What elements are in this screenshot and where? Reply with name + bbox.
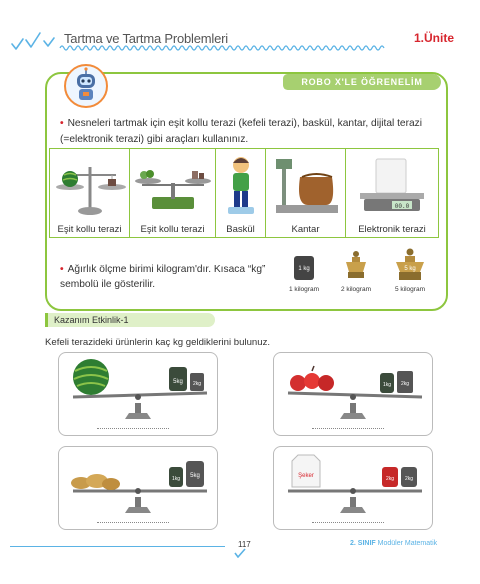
weight-5kg-icon (169, 367, 187, 391)
weight-1kg-icon (380, 373, 394, 393)
platform-scale-icon (266, 153, 346, 219)
intro-paragraph: • Nesneleri tartmak için eşit kollu terazi (kefeli terazi), baskül, kantar, dijital terazi (=elektronik terazi) gibi araçları kullanınız. (60, 118, 423, 145)
weight-label: 1 kilogram (289, 286, 319, 293)
kilogram-paragraph: • Ağırlık ölçme birimi kilogram'dır. Kısaca “kg” sembolü ile gösterilir. (60, 264, 266, 290)
activity-title: Kazanım Etkinlik-1 (45, 313, 215, 327)
card-weight-mark: 2kg (192, 381, 202, 387)
balance-card-apples (273, 352, 433, 436)
answer-blank[interactable] (97, 428, 169, 429)
tool-cell-bathroom-scale (216, 149, 266, 237)
balance-card-potatoes (58, 446, 218, 530)
sugar-bag-icon (292, 455, 320, 487)
page-number: 117 (238, 540, 251, 549)
tool-label: Baskül (226, 224, 255, 235)
digital-scale-icon (346, 153, 438, 219)
balance-card-sugar (273, 446, 433, 530)
tool-cell-balance-1 (50, 149, 130, 237)
tool-label: Kantar (291, 224, 320, 235)
bullet-icon: • (60, 264, 64, 275)
weighing-tools-grid (49, 148, 439, 238)
weight-5kg-mark: 5 kg (404, 266, 416, 272)
balance-illustration (59, 447, 219, 517)
balance-scale-icon (130, 153, 216, 219)
tool-cell-balance-2 (130, 149, 216, 237)
child-on-scale-icon (216, 153, 266, 219)
scale-display: 00.0 (394, 203, 410, 210)
balance-scale-icon (50, 153, 130, 219)
answer-blank[interactable] (312, 428, 384, 429)
page-title: Tartma ve Tartma Problemleri (64, 31, 228, 46)
balance-illustration (274, 353, 434, 423)
robot-icon (66, 66, 106, 106)
answer-blank[interactable] (97, 522, 169, 523)
robot-avatar (64, 64, 108, 108)
card-weight-mark: 2kg (400, 381, 410, 387)
tool-label: Eşit kollu terazi (140, 224, 205, 235)
robo-banner: ROBO X'LE ÖĞRENELİM (283, 74, 441, 90)
activity-question: Kefeli terazideki ürünlerin kaç kg geldiklerini bulunuz. (45, 337, 271, 348)
weight-1kg-icon (294, 256, 314, 280)
weight-1kg-icon (169, 467, 183, 487)
page-header (0, 0, 480, 60)
weight-2kg-icon (346, 251, 366, 278)
bullet-icon: • (60, 118, 64, 129)
weight-5kg-icon (186, 461, 204, 487)
footer-divider (10, 546, 225, 547)
card-weight-mark: 5kg (173, 379, 183, 385)
tool-cell-digital-scale (346, 149, 438, 237)
apples-icon (290, 366, 334, 391)
tool-cell-platform-scale (266, 149, 346, 237)
book-title: 2. SINIF Modüler Matematik (350, 540, 438, 547)
balance-illustration (59, 353, 219, 423)
potatoes-icon (71, 474, 120, 490)
card-weight-mark: 2kg (385, 476, 395, 482)
answer-blank[interactable] (312, 522, 384, 523)
weight-2kg-icon (190, 373, 204, 391)
checkmark-border-icon (0, 0, 480, 60)
card-weight-mark: 2kg (404, 476, 414, 482)
footer-checkmark-icon (234, 548, 246, 558)
balance-illustration (274, 447, 434, 517)
weight-label: 5 kilogram (395, 286, 425, 293)
tool-label: Elektronik terazi (358, 224, 426, 235)
weights-legend (282, 248, 442, 302)
weight-1kg-mark: 1 kg (298, 266, 310, 272)
sugar-label: Şeker (298, 473, 314, 479)
card-weight-mark: 5kg (190, 473, 200, 479)
card-weight-mark: 1kg (171, 476, 181, 482)
card-weight-mark: 1kg (382, 382, 392, 388)
weight-2kg-icon (401, 467, 417, 487)
tool-label: Eşit kollu terazi (57, 224, 122, 235)
weight-2kg-icon (382, 467, 398, 487)
weight-2kg-icon (397, 371, 413, 393)
unit-label: 1.Ünite (413, 31, 454, 45)
watermelon-icon (73, 359, 109, 395)
weight-label: 2 kilogram (341, 286, 371, 293)
balance-card-watermelon (58, 352, 218, 436)
weight-5kg-icon (396, 249, 424, 281)
